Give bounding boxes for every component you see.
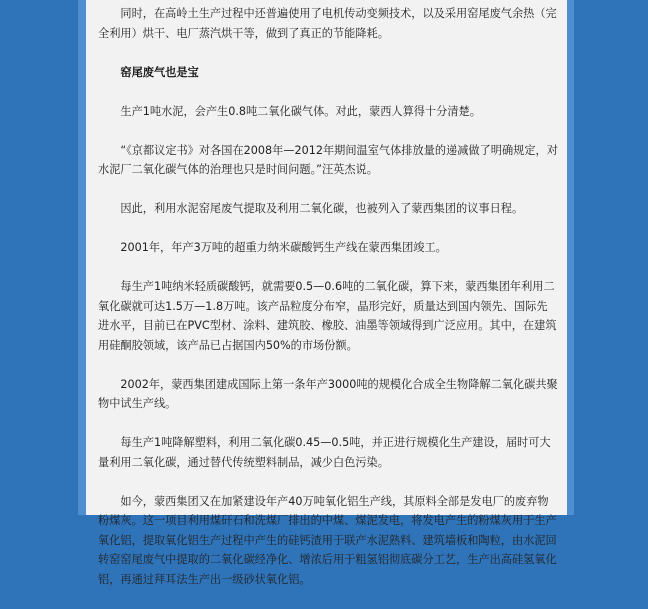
paragraph-co2-per-ton: 生产1吨水泥，会产生0.8吨二氧化碳气体。对此，蒙西人算得十分清楚。 — [120, 104, 481, 118]
paragraph-2001-line: 2001年，年产3万吨的超重力纳米碳酸钙生产线在蒙西集团竣工。 — [120, 241, 447, 254]
paragraph-kyoto-quote: “《京都议定书》对各国在2008年—2012年期间温室气体排放量的递减做了明确规定，对水泥厂二氧化碳气体的治理也只是时间问题。”汪英杰说。 — [98, 143, 558, 176]
article-panel — [86, 0, 567, 586]
paragraph-2002-line: 2002年，蒙西集团建成国际上第一条年产3000吨的规模化合成全生物降解二氧化碳共聚物中试生产线。 — [98, 377, 558, 410]
left-border-stripe — [78, 0, 86, 515]
paragraph-nano-calcium: 每生产1吨纳米轻质碳酸钙，就需要0.5—0.6吨的二氧化碳，算下来，蒙西集团年利用二氧化碳就可达1.5万—1.8万吨。该产品粒度分布窄，晶形完好，质量达到国内领先、国际先进水平，目前已在PVC型材、涂料、建筑胶、橡胶、油墨等领域得到广泛应用。其中，在建筑用硅酮胶领域，该产品已占据国内50%的市场份额。 — [98, 280, 557, 352]
paragraph-energy-saving: 同时，在高岭土生产过程中还普遍使用了电机传动变频技术，以及采用窑尾废气余热（完全利用）烘干、电厂蒸汽烘干等，做到了真正的节能降耗。 — [98, 7, 557, 40]
paragraph-alumina-project: 如今，蒙西集团又在加紧建设年产40万吨氧化铝生产线，其原料全部是发电厂的废弃物粉煤灰。这一项目利用煤矸石和洗煤厂排出的中煤、煤泥发电，将发电产生的粉煤灰用于生产氧化铝，提取氧化铝生产过程中产生的硅钙渣用于联产水泥熟料、建筑墙板和陶粒，由水泥回转窑窑尾废气中提取的二氧化碳经净化、增浓后用于粗氢铝彻底碳分工艺，生产出高硅氢氧化铝，再通过拜耳法生产出一级砂状氧化铝。 — [98, 494, 557, 586]
article-body — [98, 4, 558, 609]
section-heading: 窑尾废气也是宝 — [120, 65, 199, 79]
paragraph-degradable-plastic: 每生产1吨降解塑料，利用二氧化碳0.45—0.5吨，并正进行规模化生产建设，届时可大量利用二氧化碳，通过替代传统塑料制品，减少白色污染。 — [98, 436, 551, 469]
paragraph-agenda: 因此，利用水泥窑尾废气提取及利用二氧化碳，也被列入了蒙西集团的议事日程。 — [120, 202, 524, 215]
right-border-stripe — [567, 0, 574, 515]
